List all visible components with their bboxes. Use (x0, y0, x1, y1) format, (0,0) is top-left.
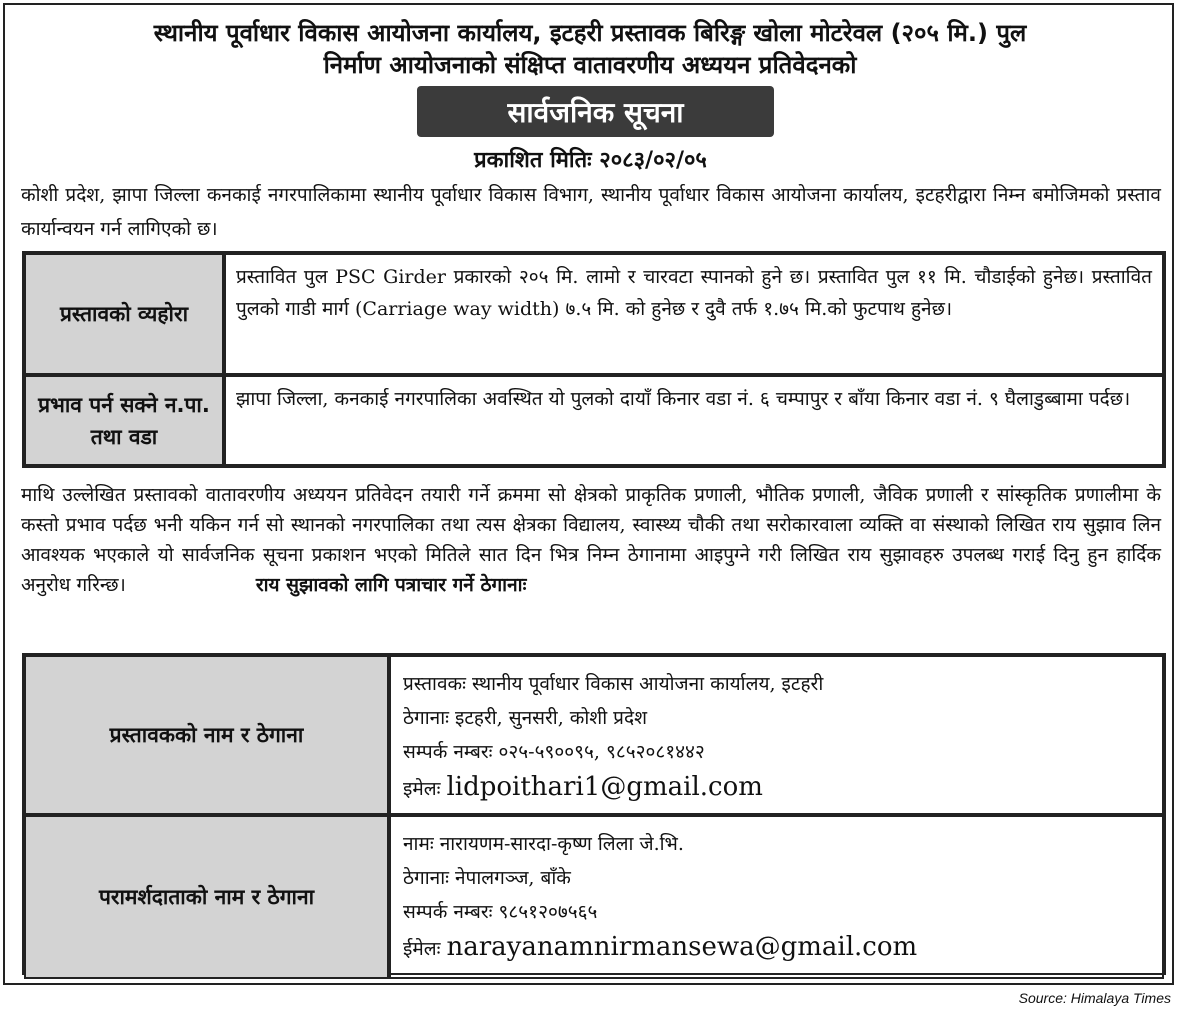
consultant-name: नामः नारायणम-सारदा-कृष्ण लिला जे.भि. (403, 833, 684, 855)
proponent-phone: सम्पर्क नम्बरः ०२५-५९००९५, ९८५२०८१४४२ (403, 741, 705, 763)
affected-area-content: झापा जिल्ला, कनकाई नगरपालिका अवस्थित यो पुलको दायाँ किनार वडा नं. ६ चम्पापुर र बाँया किनार वडा नं. ९ घैलाडुब्बामा पर्दछ। (224, 375, 1164, 466)
address-heading: राय सुझावको लागि पत्राचार गर्ने ठेगानाः (255, 574, 527, 596)
consultant-email-row (403, 929, 1150, 967)
consultant-details (389, 815, 1164, 979)
published-date: प्रकाशित मितिः २०८३/०२/०५ (474, 148, 707, 173)
proponent-email-label: इमेलः (403, 778, 441, 800)
main-paragraph (21, 480, 1161, 600)
consultant-address: ठेगानाः नेपालगञ्ज, बाँके (403, 867, 571, 889)
notice-title-line2: निर्माण आयोजनाको संक्षिप्त वातावरणीय अध्ययन प्रतिवेदनको (323, 51, 857, 79)
notice-frame (3, 3, 1174, 985)
proponent-details (389, 655, 1164, 815)
main-paragraph-text: माथि उल्लेखित प्रस्तावको वातावरणीय अध्ययन प्रतिवेदन तयारी गर्ने क्रममा सो क्षेत्रको प्राकृतिक प्रणाली, भौतिक प्रणाली, जैविक प्रणाली र सांस्कृतिक प्रणालीमा के कस्तो प्रभाव पर्दछ भनी यकिन गर्न सो स्थानको नगरपालिका तथा त्यस क्षेत्रका विद्यालय, स्वास्थ्य चौकी तथा सरोकारवाला व्यक्ति वा संस्थाको लिखित राय सुझाव लिन आवश्यक भएकाले यो सार्वजनिक सूचना प्रकाशन भएको मितिले सात दिन भित्र निम्न ठेगानामा आइपुग्ने गरी लिखित राय सुझावहरु उपलब्ध गराई दिनु हुन हार्दिक अनुरोध गरिन्छ। (21, 484, 1161, 596)
contact-table (22, 653, 1166, 975)
affected-area-label: प्रभाव पर्न सक्ने न.पा. तथा वडा (24, 375, 224, 466)
proposal-table (22, 251, 1166, 468)
proponent-address: ठेगानाः इटहरी, सुनसरी, कोशी प्रदेश (403, 707, 647, 729)
proponent-label: प्रस्तावकको नाम र ठेगाना (24, 655, 389, 815)
public-notice-banner: सार्वजनिक सूचना (417, 86, 774, 137)
proposal-description-content: प्रस्तावित पुल PSC Girder प्रकारको २०५ मि. लामो र चारवटा स्पानको हुने छ। प्रस्तावित पुल ११ मि. चौडाईको हुनेछ। प्रस्तावित पुलको गाडी मार्ग (Carriage way width) ७.५ मि. को हुनेछ र दुवै तर्फ १.७५ मि.को फुटपाथ हुनेछ। (224, 253, 1164, 375)
notice-title-line1: स्थानीय पूर्वाधार विकास आयोजना कार्यालय, इटहरी प्रस्तावक बिरिङ्ग खोला मोटरेवल (२०५ मि.) पुल (153, 19, 1027, 47)
consultant-label: परामर्शदाताको नाम र ठेगाना (24, 815, 389, 979)
intro-paragraph: कोशी प्रदेश, झापा जिल्ला कनकाई नगरपालिकामा स्थानीय पूर्वाधार विकास विभाग, स्थानीय पूर्वाधार विकास आयोजना कार्यालय, इटहरीद्वारा निम्न बमोजिमको प्रस्ताव कार्यान्वयन गर्न लागिएको छ। (21, 184, 1161, 240)
consultant-email[interactable]: narayanamnirmansewa@gmail.com (446, 932, 918, 962)
consultant-email-label: ईमेलः (403, 938, 441, 960)
proponent-name: प्रस्तावकः स्थानीय पूर्वाधार विकास आयोजना कार्यालय, इटहरी (403, 673, 824, 695)
proponent-email[interactable]: lidpoithari1@gmail.com (446, 772, 763, 802)
consultant-phone: सम्पर्क नम्बरः ९८५१२०७५६५ (403, 901, 598, 923)
proposal-description-label: प्रस्तावको व्यहोरा (24, 253, 224, 375)
source-credit: Source: Himalaya Times (1018, 990, 1171, 1006)
proponent-email-row (403, 769, 1150, 807)
